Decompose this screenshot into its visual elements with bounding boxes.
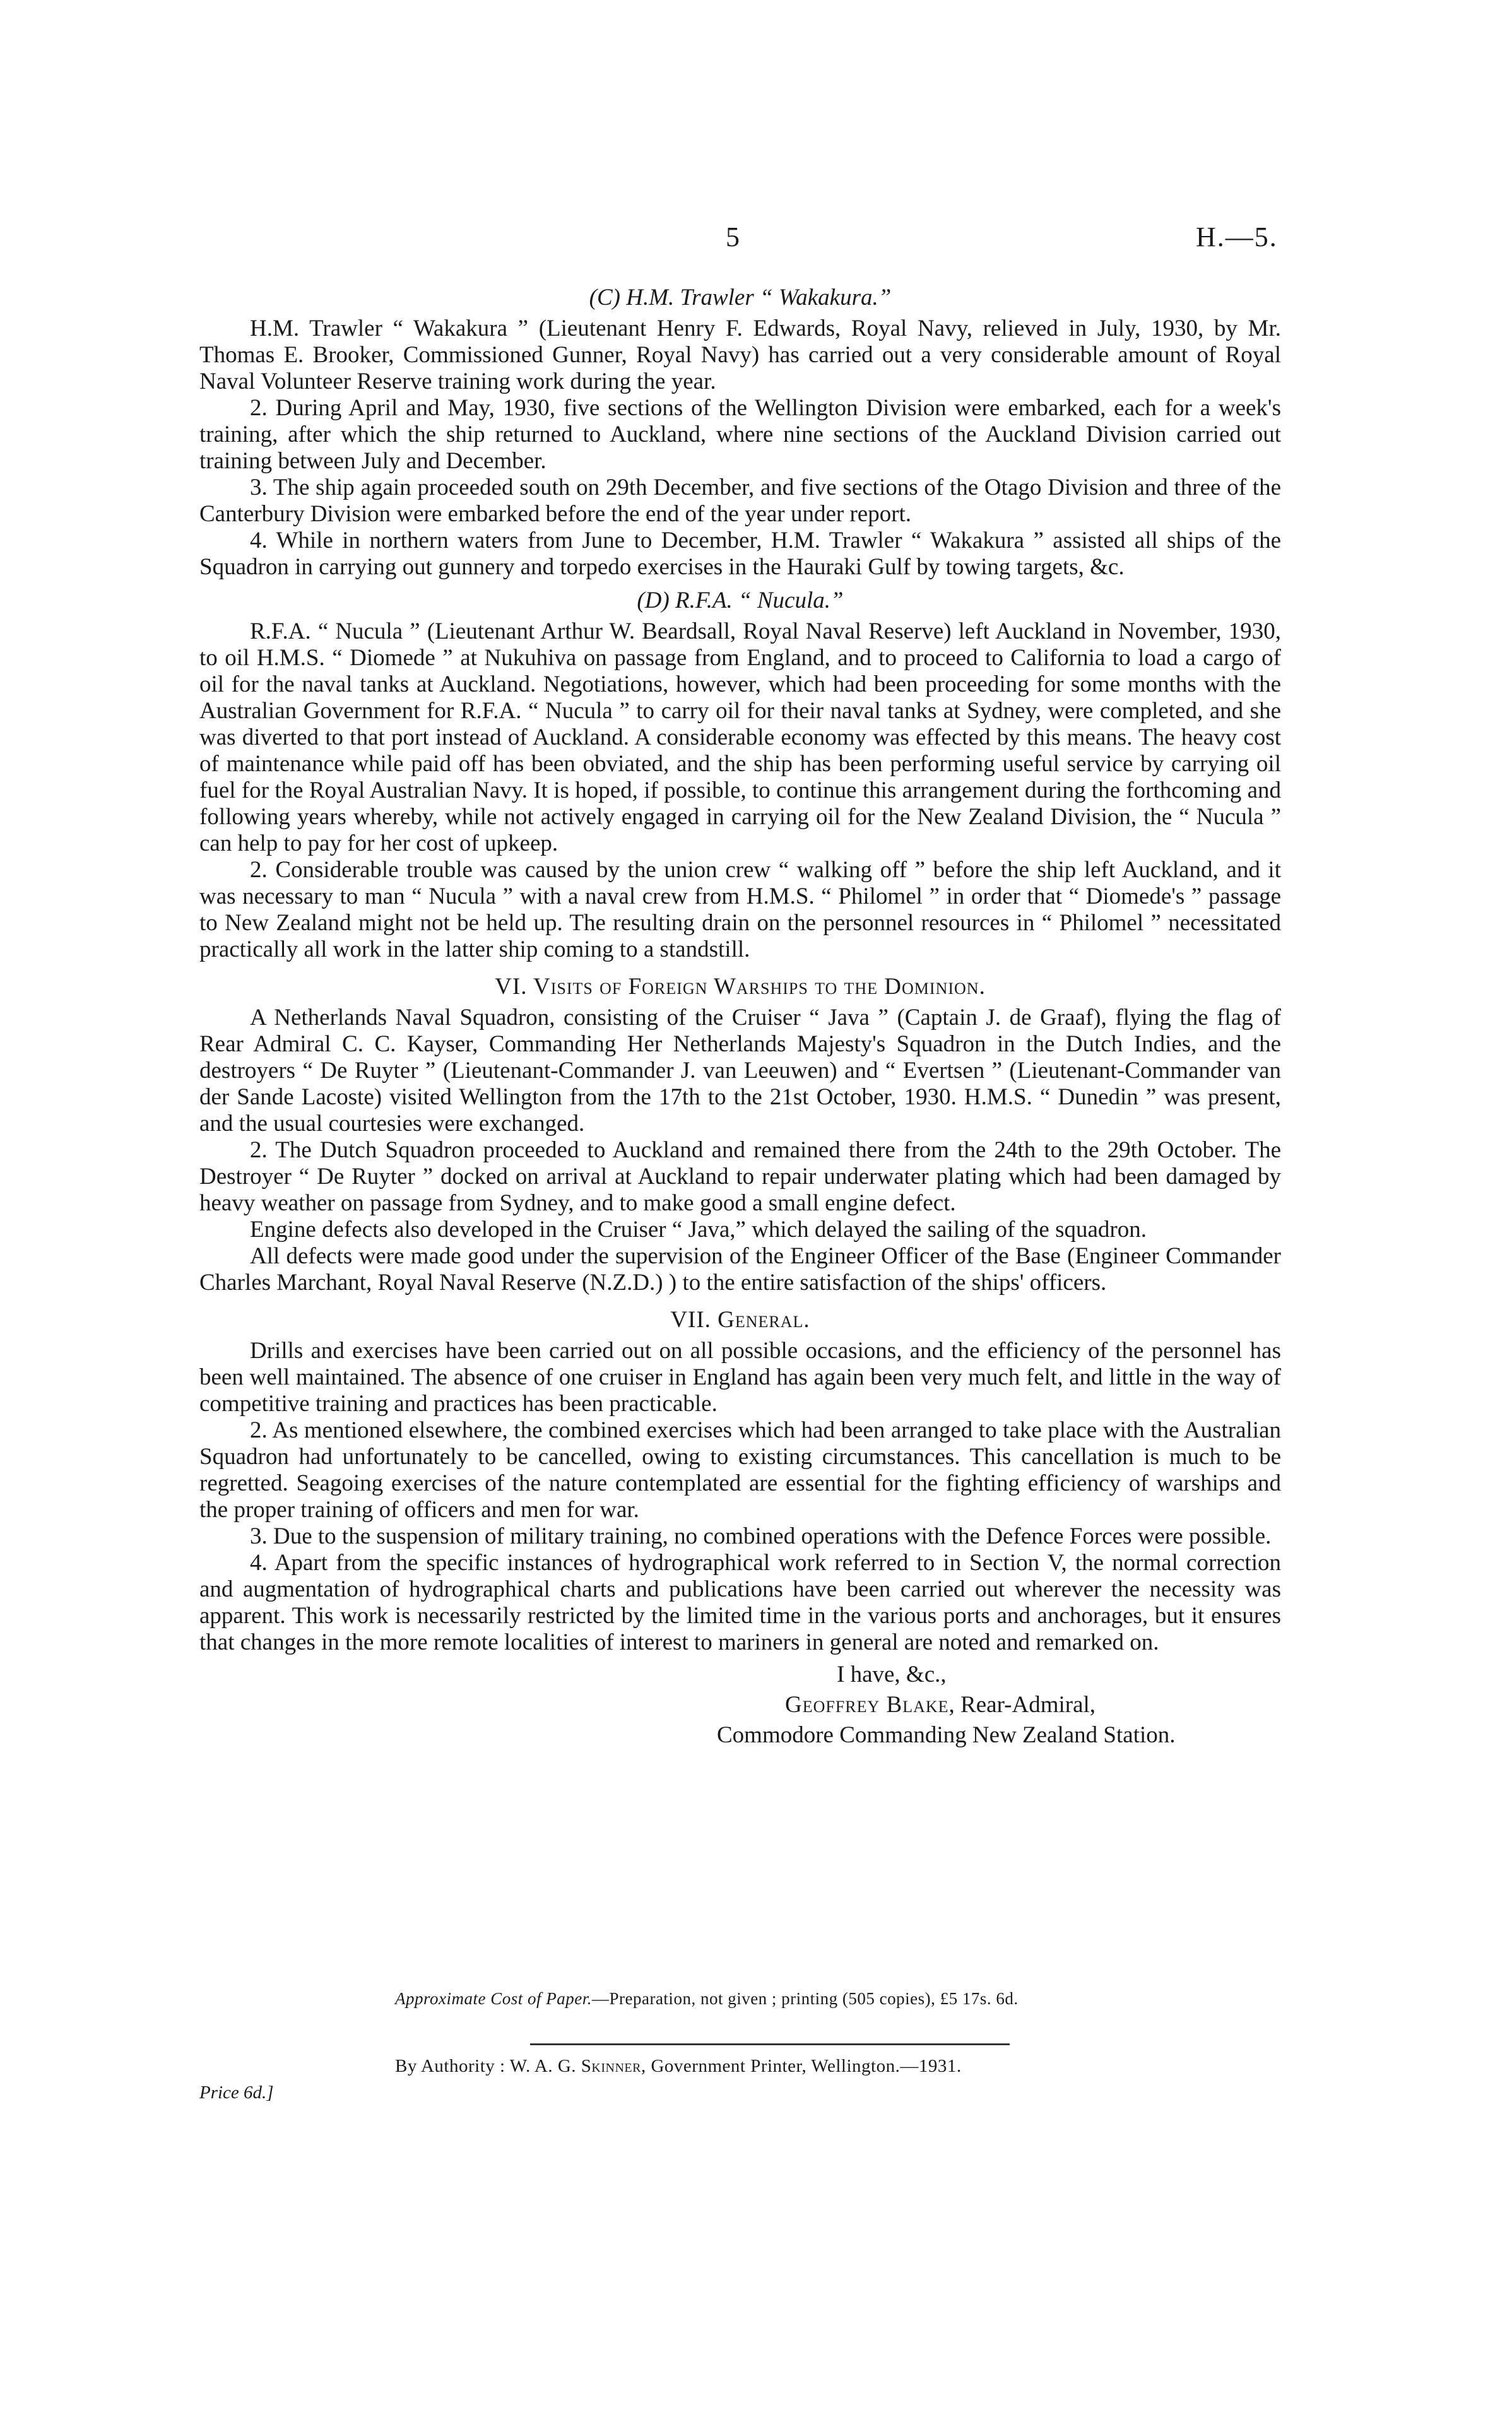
paragraph: 4. Apart from the specific instances of hydrographical work referred to in Section V, the normal correction and augmentation of hydrographical charts and publications have been carried out wherever the necessity was apparent. This work is necessarily restricted by the limited time in the various ports and anchorages, but it ensures that changes in the more remote localities of interest to mariners in general are noted and remarked on. [199,1550,1281,1655]
signatory-rank: , Rear-Admiral, [948,1692,1096,1718]
cost-note [395,1989,1019,2009]
signatory-line [199,1690,1281,1720]
signoff-block [199,1660,1281,1751]
paragraph: H.M. Trawler “ Wakakura ” (Lieutenant Henry F. Edwards, Royal Navy, relieved in July, 1930, by Mr. Thomas E. Brooker, Commissioned Gunner, Royal Navy) has carried out a very considerable amount of Royal Naval Volunteer Reserve training work during the year. [199,316,1281,394]
signatory-title: Commodore Commanding New Zealand Station. [717,1722,1176,1748]
paragraph: Drills and exercises have been carried out on all possible occasions, and the efficiency of the personnel has been well maintained. The absence of one cruiser in England has again been very much felt, and little in the way of competitive training and practices has been practicable. [199,1338,1281,1417]
paragraph: 2. During April and May, 1930, five sections of the Wellington Division were embarked, each for a week's training, after which the ship returned to Auckland, where nine sections of the Auckland Division carried out training between July and December. [199,395,1281,474]
paragraph: 2. As mentioned elsewhere, the combined exercises which had been arranged to take place with the Australian Squadron had unfortunately to be cancelled, owing to existing circumstances. This cancellation is much to be regretted. Seagoing exercises of the nature contemplated are essential for the fighting efficiency of warships and the proper training of officers and men for war. [199,1417,1281,1523]
paragraph: 3. The ship again proceeded south on 29th December, and five sections of the Otago Division and three of the Canterbury Division were embarked before the end of the year under report. [199,475,1281,527]
document-reference: H.—5. [1196,222,1278,252]
closing-line: I have, &c., [837,1662,947,1687]
printer-name: Skinner [581,2056,641,2076]
paragraph: R.F.A. “ Nucula ” (Lieutenant Arthur W. Beardsall, Royal Naval Reserve) left Auckland in November, 1930, to oil H.M.S. “ Diomede ” at Nukuhiva on passage from England, and to proceed to California to load a cargo of oil for the naval tanks at Auckland. Negotiations, however, which had been proceeding for some months with the Australian Government for R.F.A. “ Nucula ” to carry oil for their naval tanks at Sydney, were completed, and she was diverted to that port instead of Auckland. A considerable economy was effected by this means. The heavy cost of maintenance while paid off has been obviated, and the ship has been performing useful service by carrying oil fuel for the Royal Australian Navy. It is hoped, if possible, to continue this arrangement during the forthcoming and following years whereby, while not actively engaged in carrying oil for the New Zealand Division, the “ Nucula ” can help to pay for her cost of upkeep. [199,618,1281,856]
paragraph: 2. The Dutch Squadron proceeded to Auckland and remained there from the 24th to the 29th October. The Destroyer “ De Ruyter ” docked on arrival at Auckland to repair underwater plating which had been damaged by heavy weather on passage from Sydney, and to make good a small engine defect. [199,1137,1281,1216]
cost-text: —Preparation, not given ; printing (505 copies), £5 17s. 6d. [591,1989,1019,2008]
footer-rule [530,2043,1010,2045]
paragraph: 4. While in northern waters from June to December, H.M. Trawler “ Wakakura ” assisted all ships of the Squadron in carrying out gunnery and torpedo exercises in the Hauraki Gulf by towing targets, &c. [199,528,1281,580]
authority-line [395,2056,962,2077]
signatory-name: Geoffrey Blake [785,1692,949,1718]
cost-label: Approximate Cost of Paper. [395,1989,592,2008]
authority-prefix: By Authority : W. A. G. [395,2056,581,2076]
section-heading-vii: VII. General. [670,1307,810,1333]
paragraph: 2. Considerable trouble was caused by the union crew “ walking off ” before the ship left Auckland, and it was necessary to man “ Nucula ” with a naval crew from H.M.S. “ Philomel ” in order that “ Diomede's ” passage to New Zealand might not be held up. The resulting drain on the personnel resources in “ Philomel ” necessitated practically all work in the latter ship coming to a standstill. [199,857,1281,962]
authority-suffix: , Government Printer, Wellington.—1931. [641,2056,962,2076]
section-heading-d: (D) R.F.A. “ Nucula.” [637,588,844,613]
paragraph: A Netherlands Naval Squadron, consisting of the Cruiser “ Java ” (Captain J. de Graaf), flying the flag of Rear Admiral C. C. Kayser, Commanding Her Netherlands Majesty's Squadron in the Dutch Indies, and the destroyers “ De Ruyter ” (Lieutenant-Commander J. van Leeuwen) and “ Evertsen ” (Lieutenant-Commander van der Sande Lacoste) visited Wellington from the 17th to the 21st October, 1930. H.M.S. “ Dunedin ” was present, and the usual courtesies were exchanged. [199,1005,1281,1137]
paragraph: Engine defects also developed in the Cruiser “ Java,” which delayed the sailing of the squadron. [250,1217,1147,1243]
price-label: Price 6d.] [199,2082,274,2103]
section-heading-c: (C) H.M. Trawler “ Wakakura.” [589,285,892,310]
page-number: 5 [726,222,740,252]
section-heading-vi: VI. Visits of Foreign Warships to the Dominion. [495,974,986,1000]
body-content [199,278,1281,1751]
paragraph: 3. Due to the suspension of military training, no combined operations with the Defence Forces were possible. [250,1523,1272,1549]
paragraph: All defects were made good under the supervision of the Engineer Officer of the Base (Engineer Commander Charles Marchant, Royal Naval Reserve (N.Z.D.) ) to the entire satisfaction of the ships' officers. [199,1243,1281,1296]
